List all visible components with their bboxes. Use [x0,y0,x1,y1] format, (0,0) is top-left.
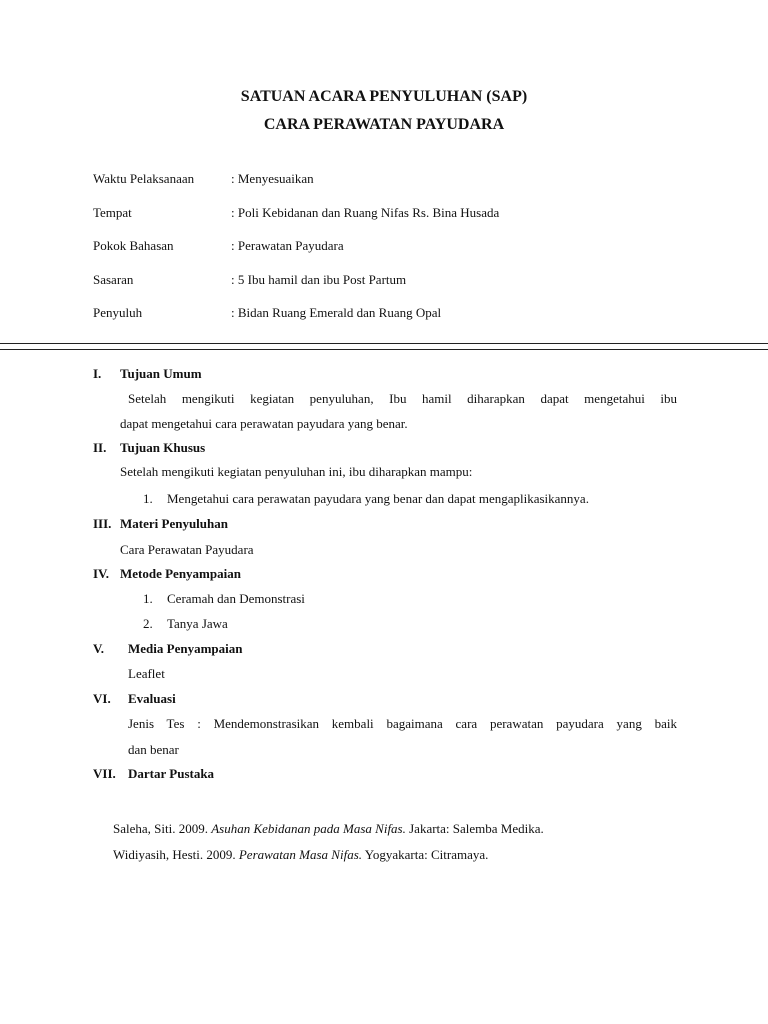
list-item [143,591,305,607]
reference-author: Saleha, Siti. 2009. [113,821,212,836]
reference-author: Widiyasih, Hesti. 2009. [113,847,239,862]
section-title-daftar-pustaka: Dartar Pustaka [128,766,215,781]
info-value-sasaran: : 5 Ibu hamil dan ibu Post Partum [231,272,407,287]
info-label-pokok-bahasan: Pokok Bahasan [93,238,174,253]
section-title-metode: Metode Penyampaian [120,566,241,581]
section-title-materi: Materi Penyuluhan [120,516,228,531]
section-title-media: Media Penyampaian [128,641,243,656]
document-subtitle: CARA PERAWATAN PAYUDARA [263,116,505,133]
divider-line [0,349,768,350]
section-text: dapat mengetahui cara perawatan payudara yang benar. [120,416,408,431]
info-value-penyuluh: : Bidan Ruang Emerald dan Ruang Opal [231,305,442,320]
section-number: VI. [93,691,111,706]
info-label-waktu: Waktu Pelaksanaan [93,171,195,186]
list-item-number: 1. [143,491,153,506]
list-item-text: Tanya Jawa [167,616,228,631]
section-number: II. [93,440,107,455]
section-number: III. [93,516,112,531]
section-number: I. [93,366,102,381]
info-value-pokok-bahasan: : Perawatan Payudara [231,238,344,253]
section-text: Leaflet [128,666,165,681]
reference-item [113,821,544,837]
section-title-evaluasi: Evaluasi [128,691,176,706]
list-item-number: 2. [143,616,153,631]
reference-publisher: Yogyakarta: Citramaya. [362,847,489,862]
list-item-text: Ceramah dan Demonstrasi [167,591,305,606]
info-label-penyuluh: Penyuluh [93,305,143,320]
info-value-tempat: : Poli Kebidanan dan Ruang Nifas Rs. Bina Husada [231,205,500,220]
list-item [143,616,228,632]
section-number: V. [93,641,104,656]
section-number: IV. [93,566,110,581]
section-text: Cara Perawatan Payudara [120,542,254,557]
section-text: Setelah mengikuti kegiatan penyuluhan, Ibu hamil diharapkan dapat mengetahui ibu [128,391,677,406]
reference-title: Asuhan Kebidanan pada Masa Nifas. [211,821,406,836]
document-title: SATUAN ACARA PENYULUHAN (SAP) [240,88,528,105]
section-text: Jenis Tes : Mendemonstrasikan kembali bagaimana cara perawatan payudara yang baik [128,716,677,731]
list-item [143,491,589,507]
divider-line [0,343,768,344]
reference-item [113,847,488,863]
section-title-tujuan-khusus: Tujuan Khusus [120,440,206,455]
reference-title: Perawatan Masa Nifas. [238,847,363,862]
info-value-waktu: : Menyesuaikan [231,171,314,186]
section-number: VII. [93,766,116,781]
section-text: dan benar [128,742,179,757]
info-label-tempat: Tempat [93,205,132,220]
reference-publisher: Jakarta: Salemba Medika. [405,821,544,836]
info-label-sasaran: Sasaran [93,272,134,287]
section-text: Setelah mengikuti kegiatan penyuluhan ini, ibu diharapkan mampu: [120,464,473,479]
list-item-number: 1. [143,591,153,606]
section-title-tujuan-umum: Tujuan Umum [120,366,202,381]
list-item-text: Mengetahui cara perawatan payudara yang benar dan dapat mengaplikasikannya. [167,491,589,506]
